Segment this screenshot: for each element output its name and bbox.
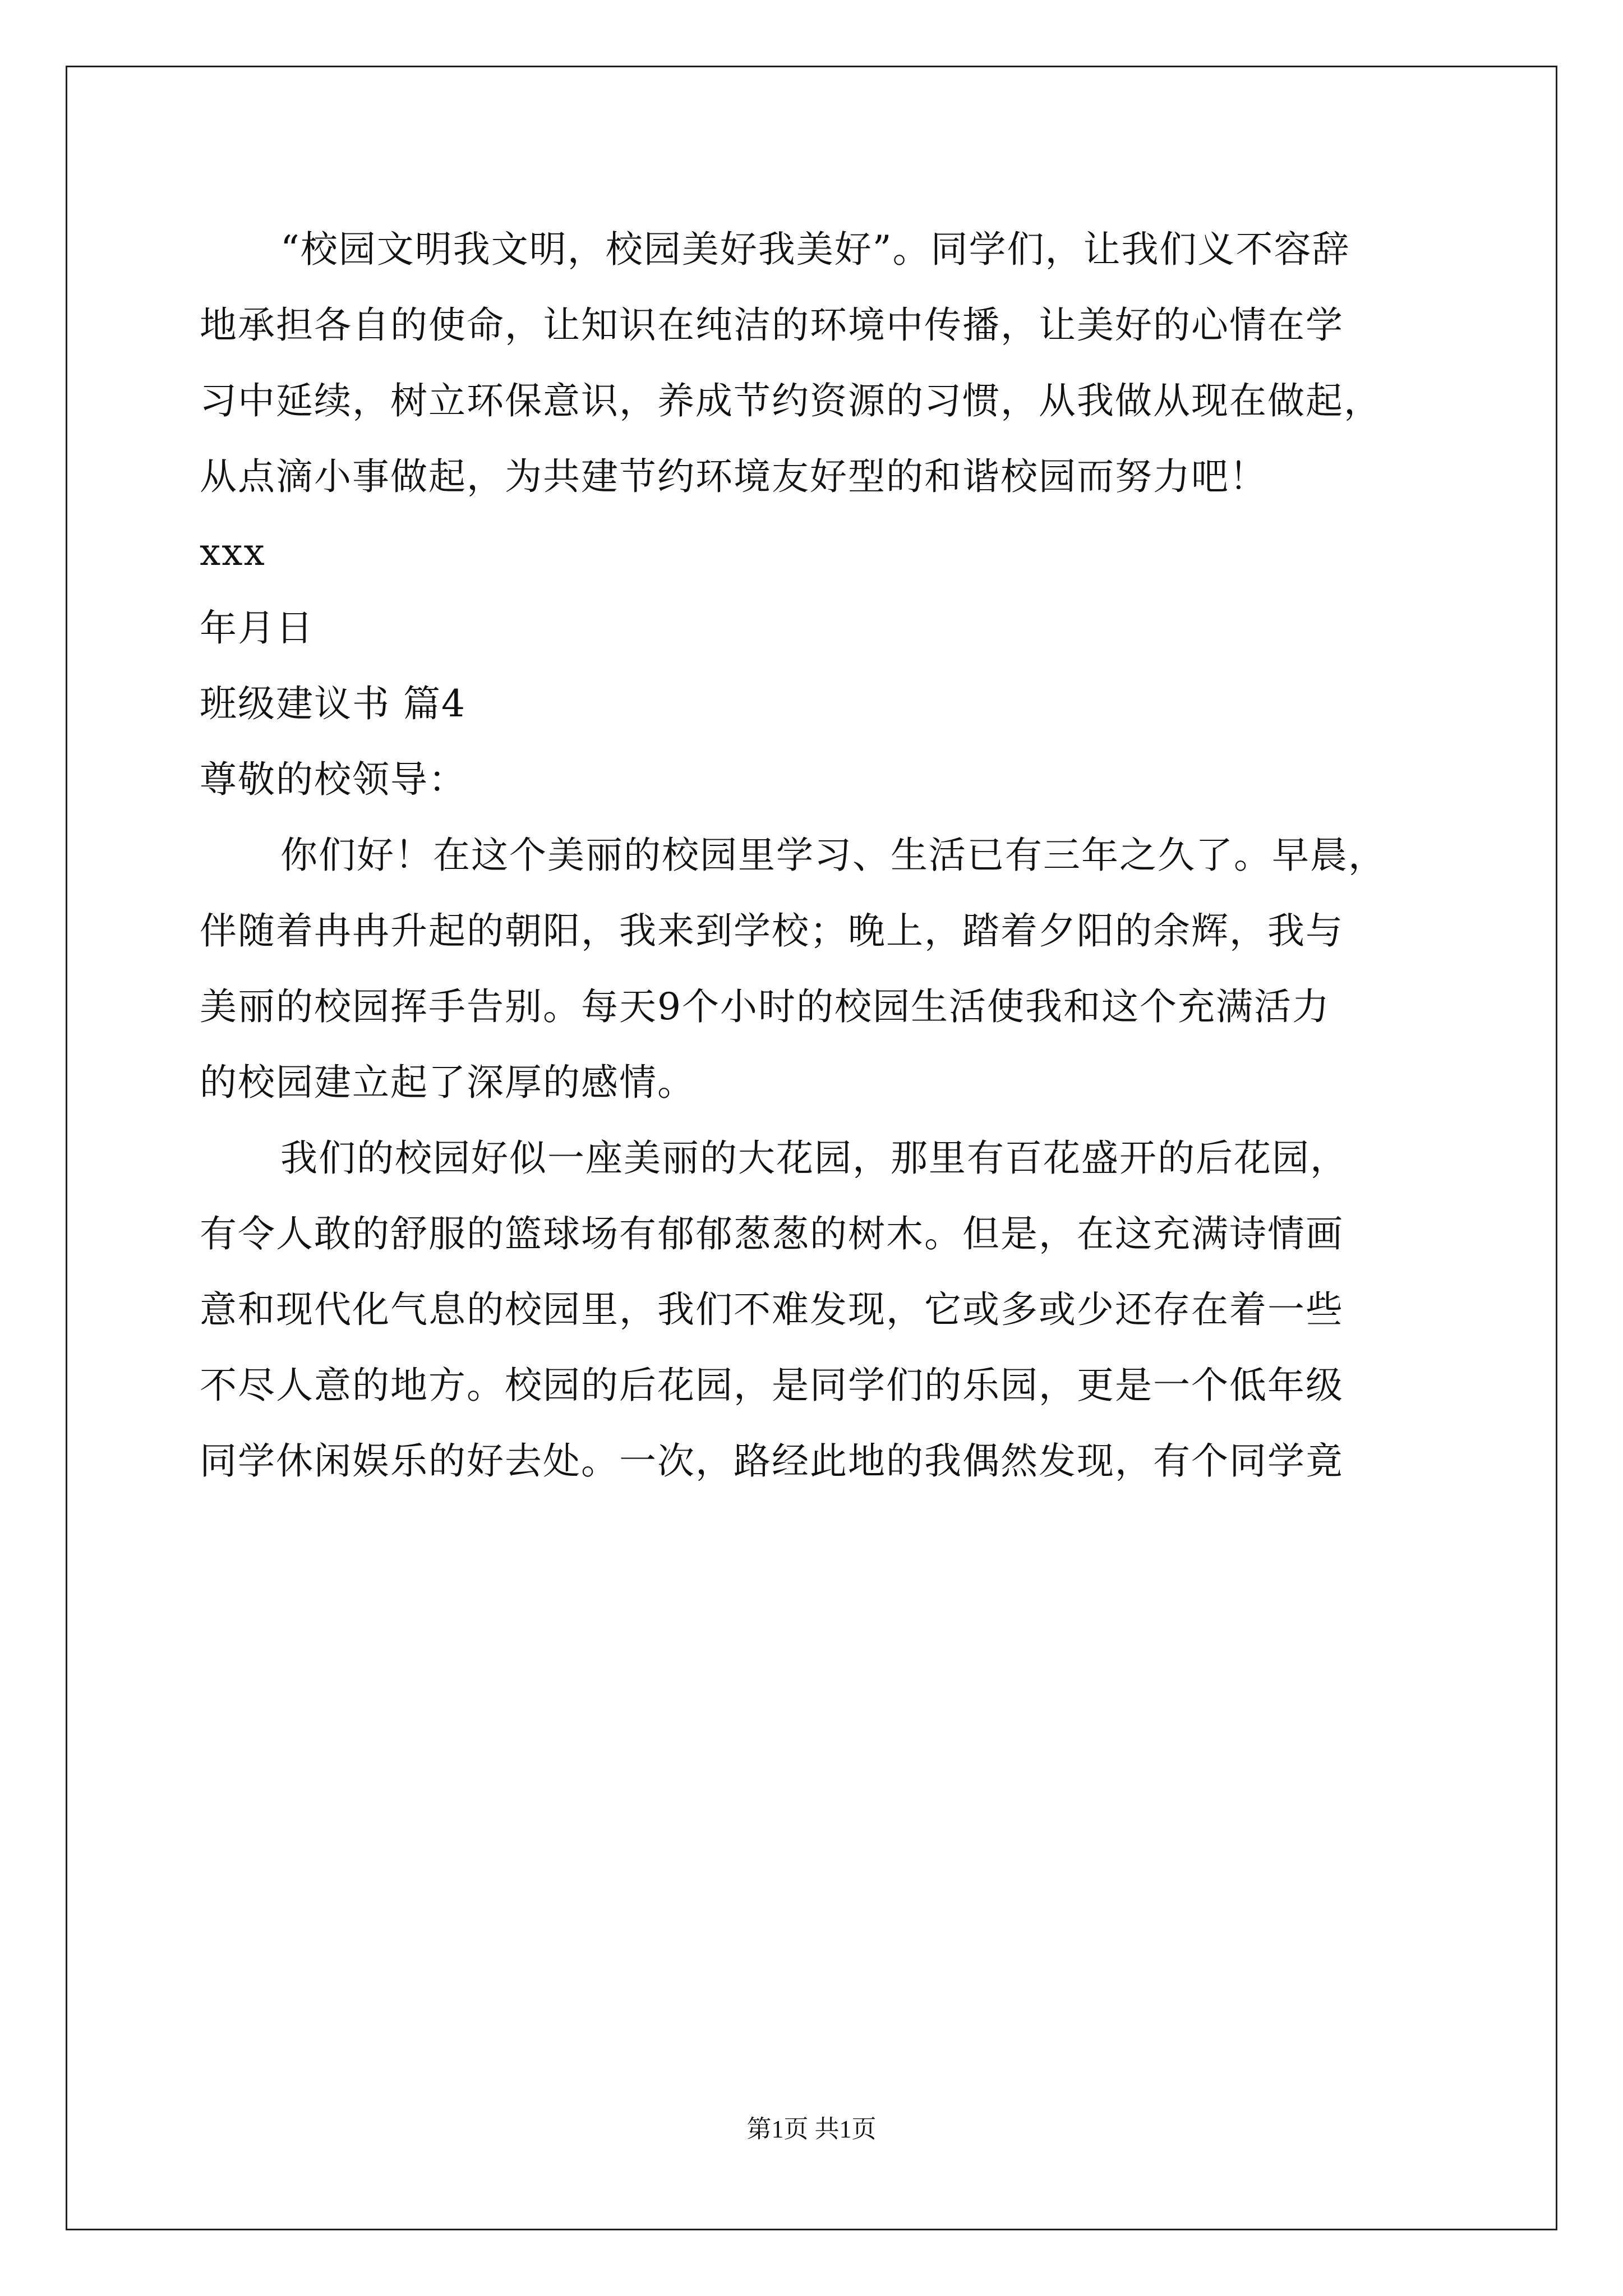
- section-heading: 班级建议书 篇4: [200, 682, 466, 725]
- salutation: 尊敬的校领导：: [200, 758, 467, 801]
- paragraph-line: 从点滴小事做起，为共建节约环境友好型的和谐校园而努力吧！: [200, 455, 1267, 498]
- paragraph-line: 意和现代化气息的校园里，我们不难发现，它或多或少还存在着一些: [200, 1288, 1344, 1331]
- paragraph-line: “校园文明我文明，校园美好我美好”。同学们，让我们义不容辞: [280, 228, 1350, 271]
- paragraph-line: 习中延续，树立环保意识，养成节约资源的习惯，从我做从现在做起，: [200, 379, 1382, 422]
- paragraph-line: 我们的校园好似一座美丽的大花园，那里有百花盛开的后花园，: [280, 1137, 1348, 1180]
- paragraph-line: 有令人敢的舒服的篮球场有郁郁葱葱的树木。但是，在这充满诗情画: [200, 1212, 1344, 1255]
- page-footer: 第1页 共1页: [746, 2115, 877, 2143]
- paragraph-line: 美丽的校园挥手告别。每天9个小时的校园生活使我和这个充满活力: [200, 985, 1330, 1028]
- paragraph-line: 同学休闲娱乐的好去处。一次，路经此地的我偶然发现，有个同学竟: [200, 1439, 1344, 1483]
- signature-date: 年月日: [200, 606, 314, 650]
- signature-name: xxx: [200, 531, 266, 574]
- paragraph-line: 地承担各自的使命，让知识在纯洁的环境中传播，让美好的心情在学: [200, 303, 1344, 347]
- paragraph-line: 你们好！在这个美丽的校园里学习、生活已有三年之久了。早晨，: [280, 834, 1386, 877]
- paragraph-line: 伴随着冉冉升起的朝阳，我来到学校；晚上，踏着夕阳的余辉，我与: [200, 909, 1344, 953]
- paragraph-line: 不尽人意的地方。校园的后花园，是同学们的乐园，更是一个低年级: [200, 1364, 1344, 1407]
- paragraph-line: 的校园建立起了深厚的感情。: [200, 1061, 695, 1104]
